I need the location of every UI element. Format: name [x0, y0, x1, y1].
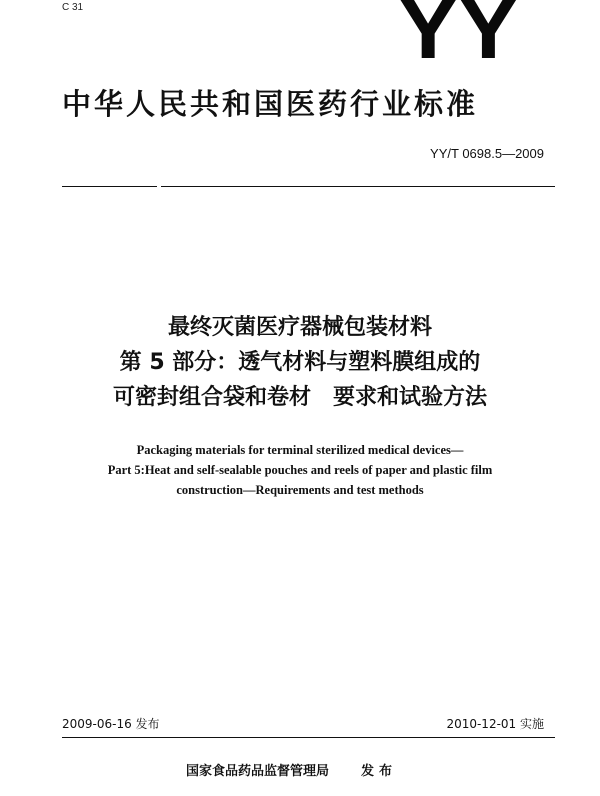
standard-number: YY/T 0698.5—2009 [430, 146, 544, 161]
footer-divider [62, 737, 555, 738]
english-title [40, 440, 560, 500]
english-title-line-1: Packaging materials for terminal sterilized medical devices— [136, 443, 464, 457]
yy-logo: YY [398, 0, 519, 77]
publisher-action: 发布 [361, 764, 398, 779]
issue-date: 2009-06-16 发布 [62, 717, 160, 731]
chinese-title [40, 310, 560, 415]
classification-code: C 31 [62, 2, 84, 13]
english-title-line-2: Part 5:Heat and self-sealable pouches and reels of paper and plastic film [107, 463, 493, 477]
effective-date: 2010-12-01 实施 [446, 717, 544, 731]
chinese-title-line-3: 可密封组合袋和卷材 要求和试验方法 [112, 385, 487, 410]
chinese-title-line-2: 第 5 部分：透气材料与塑料膜组成的 [119, 350, 481, 375]
publisher-line [186, 763, 397, 781]
header-divider-short [62, 186, 157, 187]
english-title-line-3: construction—Requirements and test methods [176, 483, 424, 497]
header-divider-long [161, 186, 555, 187]
chinese-title-line-1: 最终灭菌医疗器械包装材料 [167, 315, 432, 340]
issuing-organization-title: 中华人民共和国医药行业标准 [62, 87, 479, 121]
publisher-name: 国家食品药品监督管理局 [186, 764, 330, 779]
